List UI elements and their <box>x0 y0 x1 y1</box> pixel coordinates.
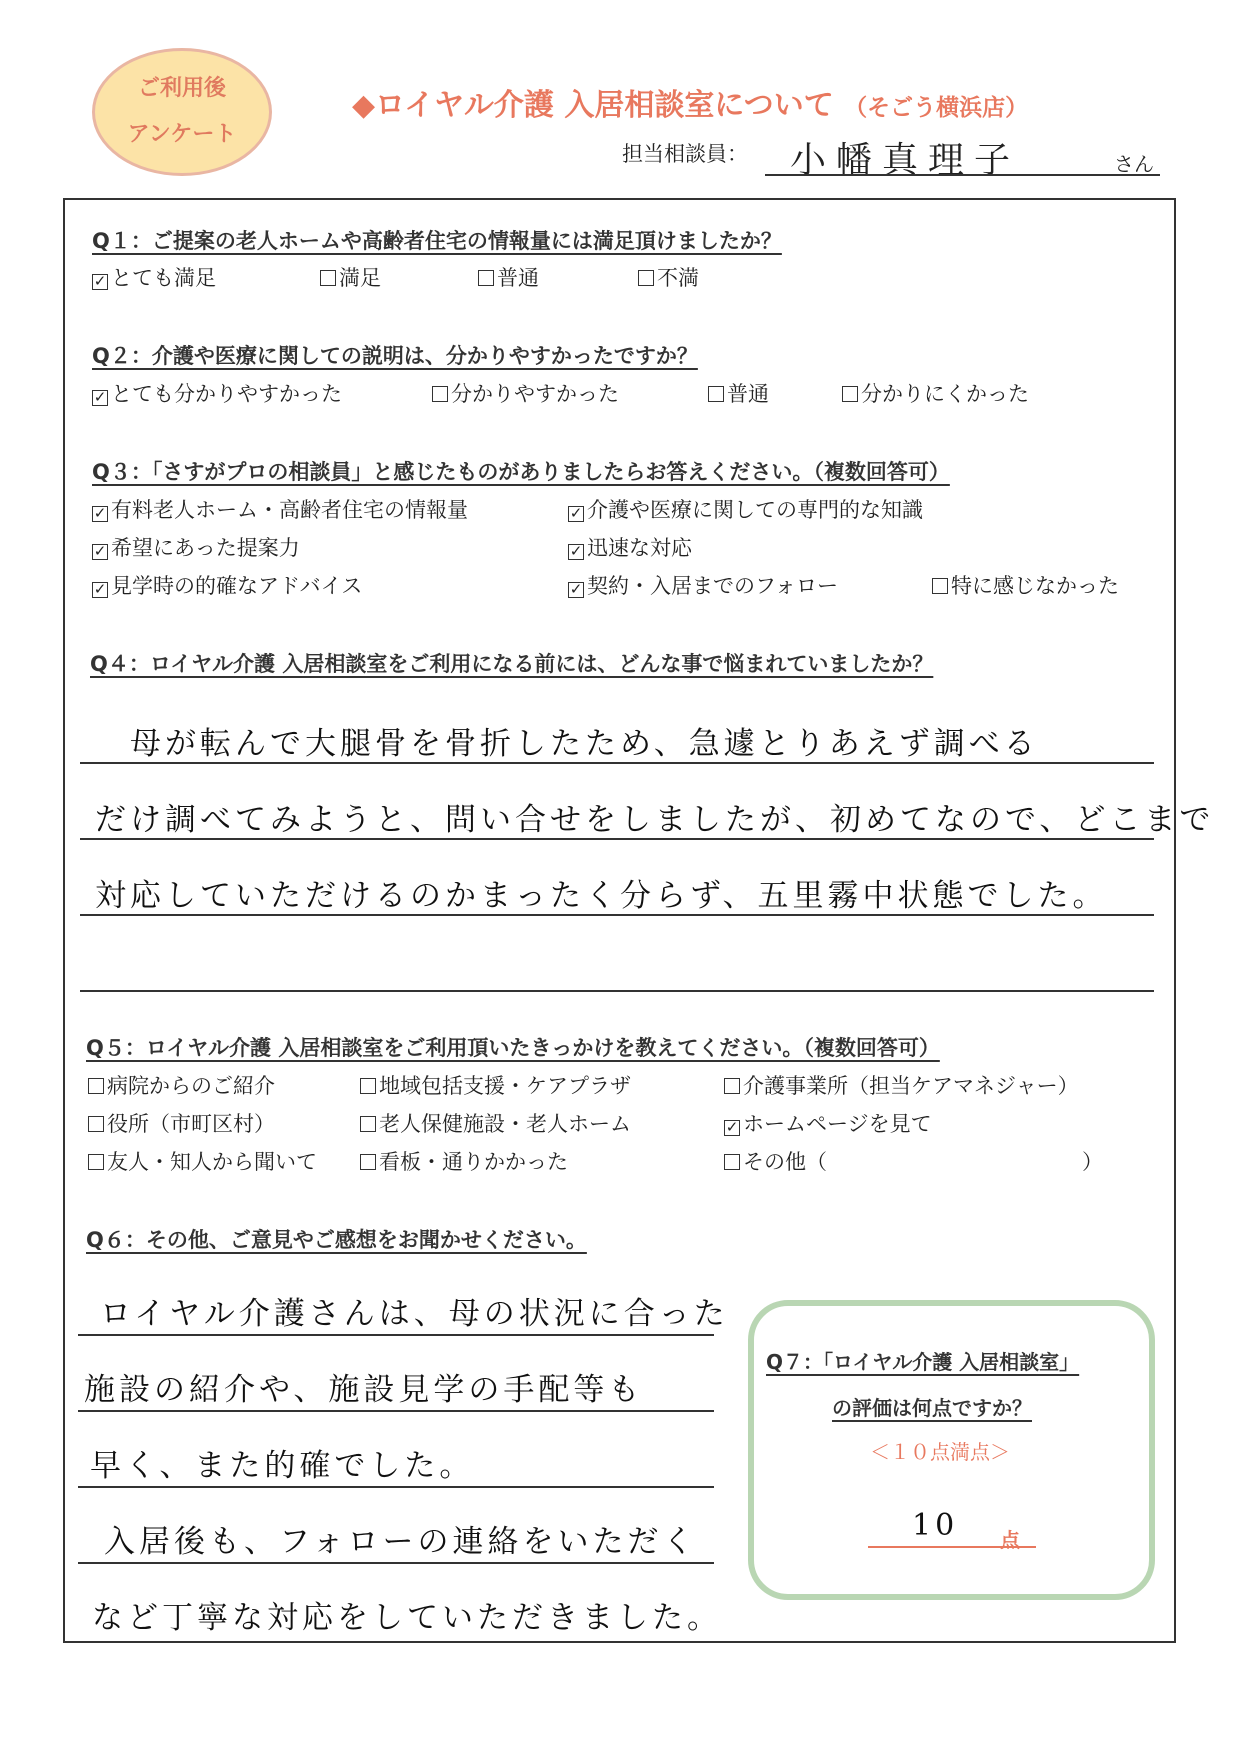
checkbox[interactable] <box>360 1116 376 1132</box>
checkbox-checked[interactable]: ✓ <box>93 542 107 560</box>
badge-line1: ご利用後 <box>137 76 226 101</box>
checkbox[interactable] <box>708 386 724 402</box>
q1-option[interactable]: 満足 <box>320 262 381 292</box>
q2-option[interactable]: 分かりにくかった <box>842 378 1029 408</box>
q6-answer-line: など丁寧な対応をしていただきました。 <box>92 1600 722 1636</box>
q1-option[interactable]: 普通 <box>478 262 539 292</box>
checkbox[interactable] <box>478 270 494 286</box>
consultant-label: 担当相談員： <box>622 142 748 166</box>
checkbox[interactable] <box>88 1078 104 1094</box>
q7-subtitle: の評価は何点ですか？ <box>832 1396 1032 1420</box>
q1-question: Q１：ご提案の老人ホームや高齢者住宅の情報量には満足頂けましたか？ <box>92 229 782 253</box>
checkbox[interactable] <box>724 1154 740 1170</box>
q5-option[interactable]: 老人保健施設・老人ホーム <box>360 1108 631 1138</box>
q4-answer-line: 母が転んで大腿骨を骨折したため、急遽とりあえず調べる <box>130 726 1039 762</box>
checkbox[interactable] <box>360 1154 376 1170</box>
q2-question: Q２：介護や医療に関しての説明は、分かりやすかったですか？ <box>92 344 698 368</box>
q7-score: 10 <box>912 1508 959 1543</box>
q5-option-other[interactable]: その他（ <box>724 1146 827 1176</box>
q5-other-close: ） <box>1082 1150 1103 1174</box>
score-rule <box>868 1546 1036 1548</box>
q1-option[interactable]: 不満 <box>638 262 699 292</box>
answer-rule <box>80 990 1154 992</box>
q5-option[interactable]: 友人・知人から聞いて <box>88 1146 317 1176</box>
consultant-suffix: さん <box>1114 152 1154 176</box>
badge-line2: アンケート <box>127 122 237 147</box>
q6-answer-line: ロイヤル介護さんは、母の状況に合った <box>100 1296 729 1332</box>
q2-option[interactable]: 普通 <box>708 378 769 408</box>
q3-option[interactable]: ✓ 迅速な対応 <box>569 536 692 560</box>
q3-option[interactable]: ✓ 希望にあった提案力 <box>93 536 300 560</box>
q3-option[interactable]: ✓ 介護や医療に関しての専門的な知識 <box>569 498 923 522</box>
q6-answer-line: 入居後も、フォローの連絡をいただく <box>104 1524 698 1560</box>
checkbox[interactable] <box>88 1116 104 1132</box>
q3-option[interactable]: ✓ 有料老人ホーム・高齢者住宅の情報量 <box>93 498 468 522</box>
checkbox-checked[interactable]: ✓ <box>93 504 107 522</box>
checkbox[interactable] <box>432 386 448 402</box>
q7-title: Q７：「ロイヤル介護 入居相談室」 <box>766 1350 1080 1374</box>
checkbox-checked[interactable]: ✓ <box>93 272 107 290</box>
q5-option[interactable]: ✓ ホームページを見て <box>725 1112 932 1136</box>
checkbox-checked[interactable]: ✓ <box>93 580 107 598</box>
checkbox[interactable] <box>638 270 654 286</box>
q5-option[interactable]: 病院からのご紹介 <box>88 1070 275 1100</box>
checkbox-checked[interactable]: ✓ <box>569 542 583 560</box>
checkbox-checked[interactable]: ✓ <box>725 1118 739 1136</box>
answer-rule <box>78 1334 714 1336</box>
page-title <box>352 80 1028 124</box>
consultant-name: 小幡真理子 <box>790 140 1021 181</box>
q3-option[interactable]: ✓ 見学時の的確なアドバイス <box>93 574 363 598</box>
checkbox-checked[interactable]: ✓ <box>93 388 107 406</box>
q6-question: Q６：その他、ご意見やご感想をお聞かせください。 <box>86 1228 587 1252</box>
q7-unit: 点 <box>1000 1528 1020 1552</box>
q4-question: Q４：ロイヤル介護 入居相談室をご利用になる前には、どんな事で悩まれていましたか？ <box>90 652 934 676</box>
checkbox[interactable] <box>320 270 336 286</box>
title-main: ◆ロイヤル介護 入居相談室について <box>352 88 834 123</box>
q4-answer-line: だけ調べてみようと、問い合せをしましたが、初めてなので、どこまで <box>95 802 1215 838</box>
q6-answer-line: 施設の紹介や、施設見学の手配等も <box>84 1372 644 1408</box>
answer-rule <box>80 914 1154 916</box>
q7-scale: ＜１０点満点＞ <box>870 1440 1010 1464</box>
checkbox[interactable] <box>360 1078 376 1094</box>
answer-rule <box>78 1486 714 1488</box>
checkbox-checked[interactable]: ✓ <box>569 580 583 598</box>
q5-option[interactable]: 介護事業所（担当ケアマネジャー） <box>724 1070 1079 1100</box>
q5-option[interactable]: 役所（市町区村） <box>88 1108 275 1138</box>
q1-option[interactable]: ✓ とても満足 <box>93 266 216 290</box>
checkbox[interactable] <box>88 1154 104 1170</box>
title-branch: （そごう横浜店） <box>844 95 1029 121</box>
answer-rule <box>78 1410 714 1412</box>
checkbox-checked[interactable]: ✓ <box>569 504 583 522</box>
answer-rule <box>78 1562 714 1564</box>
q4-answer-line: 対応していただけるのかまったく分らず、五里霧中状態でした。 <box>95 878 1108 914</box>
survey-badge <box>92 48 272 176</box>
q3-option[interactable]: 特に感じなかった <box>932 570 1119 600</box>
q2-option[interactable]: ✓ とても分かりやすかった <box>93 382 342 406</box>
consultant-underline <box>765 174 1160 176</box>
checkbox[interactable] <box>724 1078 740 1094</box>
q6-answer-line: 早く、また的確でした。 <box>90 1448 475 1484</box>
checkbox[interactable] <box>932 578 948 594</box>
q3-question: Q３：「さすがプロの相談員」と感じたものがありましたらお答えください。（複数回答可） <box>92 460 950 484</box>
answer-rule <box>80 838 1154 840</box>
q5-option[interactable]: 看板・通りかかった <box>360 1146 568 1176</box>
q2-option[interactable]: 分かりやすかった <box>432 378 619 408</box>
checkbox[interactable] <box>842 386 858 402</box>
q3-option[interactable]: ✓ 契約・入居までのフォロー <box>569 574 838 598</box>
q5-question: Q５：ロイヤル介護 入居相談室をご利用頂いたきっかけを教えてください。（複数回答可） <box>86 1036 940 1060</box>
q5-option[interactable]: 地域包括支援・ケアプラザ <box>360 1070 631 1100</box>
answer-rule <box>80 762 1154 764</box>
